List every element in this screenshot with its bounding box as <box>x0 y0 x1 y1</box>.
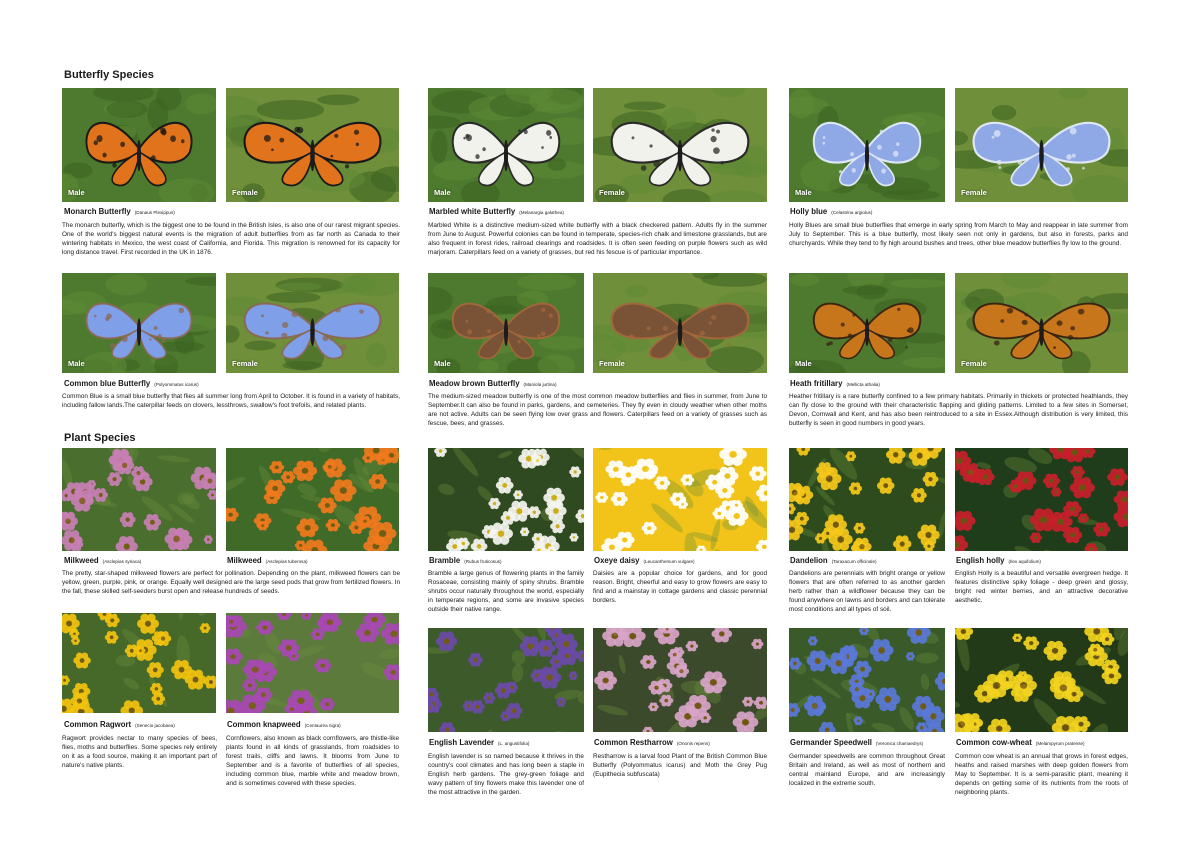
heath-fritillary-name: Heath fritillary (Mellicta athalia) <box>790 379 880 388</box>
english-holly-photo <box>955 448 1128 551</box>
common-blue-female-photo <box>226 273 399 373</box>
male-label: Male <box>68 359 85 368</box>
section-title-butterflies: Butterfly Species <box>64 69 154 81</box>
common-restharrow-photo <box>593 628 767 732</box>
common-knapweed-name: Common knapweed (Centaurea nigra) <box>227 720 341 729</box>
oxeye-daisy-description: Daisies are a popular choice for gardens, and for good reason. Bright, cheerful and easy to grow flowers are easy to find and a mainstay in cottage gardens and classic perennial borders. <box>593 570 767 604</box>
oxeye-daisy-photo <box>593 448 767 551</box>
male-label: Male <box>795 359 812 368</box>
holly-blue-female-photo <box>955 88 1128 202</box>
female-label: Female <box>961 359 987 368</box>
common-restharrow-name: Common Restharrow (Ononis repens) <box>594 738 710 747</box>
holly-blue-description: Holly Blues are small blue butterflies that emerge in early spring from March to May and reappear in late summer from July to September. This is a blue butterfly, most likely seen not only in gardens, but also in forests, parks and churchyards. While they tend to fly high around bushes and trees, other blue meadow butterflies fly low to the ground. <box>789 222 1128 247</box>
english-holly-description: English Holly is a beautiful and versatile evergreen hedge. It features distinctive spiky foliage - deep green and glossy, bright red winter berries, and an attractive decorative aesthetic. <box>955 570 1128 604</box>
meadow-brown-male-photo <box>428 273 584 373</box>
male-label: Male <box>434 359 451 368</box>
marbled-white-male-photo <box>428 88 584 202</box>
common-cow-wheat-photo <box>955 628 1128 732</box>
english-lavender-description: English lavender is so named because it thrives in the country's cool climates and has long been a staple in English herb gardens. The grey-green foliage and wavy pattern of tiny flowers make this lavender one of the most attractive in the garden. <box>428 753 584 796</box>
bramble-description: Bramble a large genus of flowering plants in the family Rosaceae, consisting mainly of spiny shrubs. Bramble shrubs occur naturally throughout the world, especially in temperate regions, and some are invasive species outside their native range. <box>428 570 584 613</box>
female-label: Female <box>232 359 258 368</box>
holly-blue-male-photo <box>789 88 945 202</box>
common-ragwort-description: Ragwort provides nectar to many species of bees, flies, moths and butterflies. Some species rely entirely on it as a food source, making it an important part of nature's native plants. <box>62 735 217 769</box>
dandelion-description: Dandelions are perennials with bright orange or yellow flowers that are often referred to as another garden herb rather than a wildflower because they can be found anywhere on lawns and borders and can tolerate most conditions and all types of soil. <box>789 570 945 613</box>
section-title-plants: Plant Species <box>64 432 136 444</box>
female-label: Female <box>961 188 987 197</box>
common-blue-name: Common blue Butterfly (Polyommatus icarus) <box>64 379 199 388</box>
female-label: Female <box>232 188 258 197</box>
common-ragwort-photo <box>62 613 216 713</box>
male-label: Male <box>795 188 812 197</box>
common-ragwort-name: Common Ragwort (Senecio jacobaea) <box>64 720 175 729</box>
common-blue-description: Common Blue is a small blue butterfly that flies all summer long from April to October. It is found in a variety of habitats, including fallow lands.The caterpillar feeds on clovers, lessthrows, swallow's foot trefoils, and related plants. <box>62 393 400 409</box>
meadow-brown-description: The medium-sized meadow butterfly is one of the most common meadow butterflies and flies in summer, from June to September.It can also be found in parks, gardens, and cemeteries. They fly even in cloudy weather when other moths are not active. Adults can be seen flying low over grass and flowers. Caterpillars feed on a variety of grasses such as fescue, bees, and grasses. <box>428 393 767 427</box>
common-knapweed-photo <box>226 613 399 713</box>
meadow-brown-female-photo <box>593 273 767 373</box>
milkweed-description: The pretty, star-shaped milkweed flowers are perfect for pollination. Depending on the plant, milkweed flowers can be yellow, green, purple, pink, or orange. Equally well designed are the large seed pods that grow from fertilized flowers. In the fall, these skilled self-seeders burst open and release hundreds of seeds. <box>62 570 400 595</box>
female-label: Female <box>599 359 625 368</box>
germander-speedwell-description: Germander speedwells are common throughout Great Britain and Ireland, as well as most of northern and central mainland Europe, and are increasingly localized in the extreme south. <box>789 753 945 787</box>
female-label: Female <box>599 188 625 197</box>
english-holly-name: English holly (Ilex aquifolium) <box>956 556 1041 565</box>
marbled-white-name: Marbled white Butterfly (Melanargia galathea) <box>429 207 564 216</box>
common-knapweed-description: Cornflowers, also known as black cornflowers, are thistle-like plants found in all kinds of grasslands, from roadsides to forest trails, cliffs and lawns. It blooms from June to September and is a favorite of butterflies of all species, including common blue, marble white and meadow brown, and is sometimes covered with these species. <box>226 735 399 787</box>
common-cow-wheat-description: Common cow wheat is an annual that grows in forest edges, heaths and raised marshes with deep golden flowers from May to September. It is a semi-parasitic plant, meaning it depends on getting some of its nutrients from the roots of neighboring plants. <box>955 753 1128 796</box>
male-label: Male <box>68 188 85 197</box>
marbled-white-description: Marbled White is a distinctive medium-sized white butterfly with a black checkered pattern. Adults fly in the summer from June to August. Powerful colonies can be found in temperate, species-rich chalk and limestone grasslands, but are also frequent in forest rides, railroad clearings and roadsides. It is often seen feeding on purple flowers such as wild marjoram. Caterpillars feed on a variety of grasses, but red his fescue is of particular importance. <box>428 222 767 256</box>
milkweed-syriaca-name: Milkweed (Asclepias syriaca) <box>64 556 142 565</box>
holly-blue-name: Holly blue (Celastrina argiolus) <box>790 207 873 216</box>
milkweed-tuberosa-name: Milkweed (Asclepias tuberosa) <box>227 556 308 565</box>
oxeye-daisy-name: Oxeye daisy (Leucanthemum vulgare) <box>594 556 695 565</box>
heath-fritillary-female-photo <box>955 273 1128 373</box>
english-lavender-photo <box>428 628 584 732</box>
monarch-description: The monarch butterfly, which is the biggest one to be found in the British Isles, is also one of our rarest migrant species. One of the world's biggest natural events is the migration of adult butterflies from as far north as Canada to their wintering habitats in Mexico, the west coast of California, and Florida. This migration is renowned for its capacity for long distance travel. First recorded in the UK in 1876. <box>62 222 400 256</box>
bramble-name: Bramble (Rubus fruticosus) <box>429 556 502 565</box>
common-cow-wheat-name: Common cow-wheat (Melampyrum pratense) <box>956 738 1085 747</box>
bramble-photo <box>428 448 584 551</box>
germander-speedwell-photo <box>789 628 945 732</box>
dandelion-name: Dandelion (Taraxacum officinale) <box>790 556 877 565</box>
germander-speedwell-name: Germander Speedwell (Veronica chamaedrys) <box>790 738 924 747</box>
dandelion-photo <box>789 448 945 551</box>
milkweed-tuberosa-photo <box>226 448 399 551</box>
english-lavender-name: English Lavender (L. angustifolia) <box>429 738 530 747</box>
monarch-male-photo <box>62 88 216 202</box>
male-label: Male <box>434 188 451 197</box>
meadow-brown-name: Meadow brown Butterfly (Maniola jurtina) <box>429 379 557 388</box>
monarch-female-photo <box>226 88 399 202</box>
heath-fritillary-male-photo <box>789 273 945 373</box>
common-restharrow-description: Restharrow is a larval food Plant of the British Common Blue Butterfly (Polyommatus icarus) and Moth the Grey Pug (Eupithecia subfuscata) <box>593 753 767 778</box>
monarch-name: Monarch Butterfly (Danaus Plexippus) <box>64 207 175 216</box>
marbled-white-female-photo <box>593 88 767 202</box>
common-blue-male-photo <box>62 273 216 373</box>
heath-fritillary-description: Heather fritillary is a rare butterfly confined to a few primary habitats. Primarily in thickets or protected heathlands, they can fly close to the ground with their characteristic flapping and gliding patterns. Limited to a few sites in Somerset, Devon, Cornwall and Kent, and has also been reintroduced to a site in Essex.Although distribution is very limited, this butterfly is seen in good numbers in good years. <box>789 393 1128 427</box>
milkweed-syriaca-photo <box>62 448 216 551</box>
